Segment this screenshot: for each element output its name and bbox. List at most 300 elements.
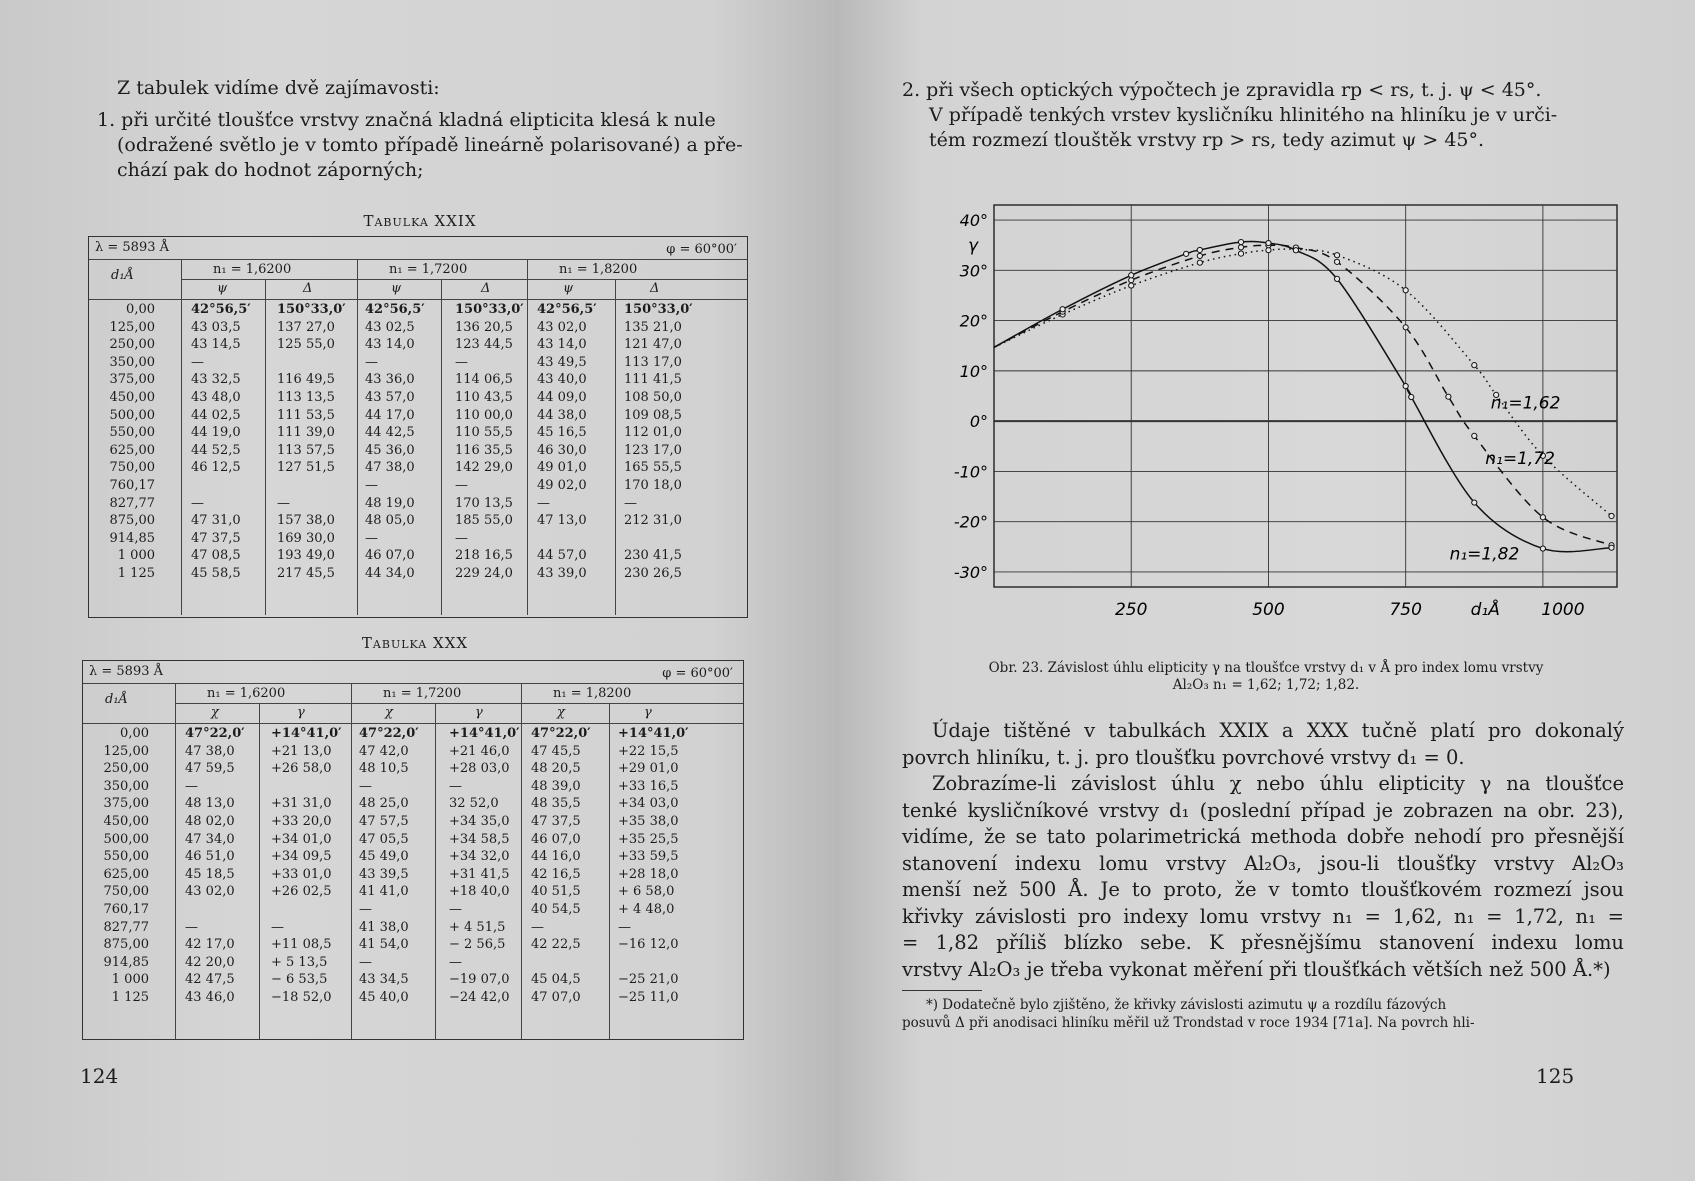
- table30-sub-4: χ: [557, 705, 565, 720]
- table30-cell: +34 32,0: [449, 849, 510, 865]
- table29-cell: 47 31,0: [191, 513, 241, 529]
- table29-cell: 43 14,5: [191, 337, 241, 353]
- table29-vline-sub-2: [615, 279, 616, 615]
- body-line-2: Zobrazíme-li závislost úhlu χ nebo úhlu elipticity γ na tloušťce: [932, 772, 1624, 795]
- series-point-1: [1540, 515, 1545, 520]
- table29-cell: 157 38,0: [277, 513, 335, 529]
- table30-cell: 43 46,0: [185, 990, 235, 1005]
- x-tick-label: 250: [1114, 600, 1148, 620]
- y-tick-label: -10°: [953, 462, 988, 482]
- table29-sub-2: ψ: [391, 281, 402, 296]
- table29-sub-5: Δ: [650, 281, 660, 296]
- table29-cell: 46 12,5: [191, 460, 241, 476]
- table29-vline-sub-0: [265, 279, 266, 615]
- table30-cell: 42 47,5: [185, 972, 235, 988]
- table29-cell: 47 08,5: [191, 548, 241, 564]
- table30-cell: 40 51,5: [531, 884, 581, 900]
- right-page: [836, 0, 1695, 1181]
- table30-group-1: n₁ = 1,7200: [383, 686, 462, 701]
- table30-cell: +31 41,5: [449, 866, 510, 882]
- table30-cell: 41 38,0: [359, 919, 409, 935]
- point1-line1: 1. při určité tloušťce vrstvy značná kladná elipticita klesá k nule: [97, 109, 716, 131]
- table29-cell: 110 55,5: [455, 425, 513, 441]
- table30-cell: 43 34,5: [359, 972, 409, 988]
- y-tick-label: 20°: [959, 311, 988, 331]
- figure-caption-line1: Obr. 23. Závislost úhlu elipticity γ na tloušťce vrstvy d₁ v Å pro index lomu vrstvy: [988, 660, 1544, 676]
- table30-cell: —: [449, 778, 462, 794]
- table30-group-2: n₁ = 1,8200: [553, 686, 632, 701]
- table30-cell: —: [359, 902, 372, 917]
- table30-cell: 48 02,0: [185, 814, 235, 829]
- table30-cell: 46 51,0: [185, 849, 235, 865]
- table30-lambda: λ = 5893 Å: [89, 664, 164, 679]
- table29-cell: 43 57,0: [365, 390, 415, 405]
- table30-cell: +33 59,5: [618, 849, 679, 865]
- table30-rule-sub: [175, 703, 743, 704]
- table30-cell: −25 11,0: [618, 990, 679, 1005]
- table30-sub-0: χ: [211, 705, 219, 720]
- table30-cell: +11 08,5: [271, 937, 332, 953]
- body-line-0: Údaje tištěné v tabulkách XXIX a XXX tučně platí pro dokonalý: [932, 719, 1624, 742]
- table30-cell: 47 59,5: [185, 761, 235, 777]
- table29-cell: 170 18,0: [624, 478, 682, 493]
- table29-cell: 212 31,0: [624, 513, 682, 529]
- series-point-0: [1197, 260, 1202, 265]
- table30-cell: +35 38,0: [618, 814, 679, 829]
- table30-cell: −24 42,0: [449, 990, 510, 1005]
- table29-cell: 43 14,0: [537, 337, 587, 353]
- table30-cell: 45 49,0: [359, 849, 409, 865]
- table29-cell: 43 32,5: [191, 372, 241, 388]
- series-point-2: [1238, 239, 1243, 244]
- table29-cell: 110 43,5: [455, 390, 513, 405]
- footnote-line1: *) Dodatečně bylo zjištěno, že křivky závislosti azimutu ψ a rozdílu fázových: [926, 997, 1447, 1013]
- table29-cell: 110 00,0: [455, 407, 513, 423]
- table30-cell: —: [359, 778, 372, 794]
- table30-cell: + 4 51,5: [449, 919, 506, 935]
- table29-group-0: n₁ = 1,6200: [213, 262, 292, 277]
- table30-sub-2: χ: [385, 705, 393, 720]
- table30-cell: —: [449, 902, 462, 917]
- table29-cell: 43 02,0: [537, 319, 587, 335]
- table30-cell: 42 22,5: [531, 937, 581, 953]
- table30-cell: + 4 48,0: [618, 902, 675, 917]
- table29-cell: 44 09,0: [537, 390, 587, 405]
- table29-cell: 46 30,0: [537, 442, 587, 458]
- table30-cell: 44 16,0: [531, 849, 581, 865]
- table29-cell: —: [365, 478, 378, 493]
- table29-cell: 43 39,0: [537, 566, 587, 581]
- table30-cell: 45 18,5: [185, 866, 235, 882]
- table29-sub-0: ψ: [217, 281, 228, 296]
- table29-cell: 121 47,0: [624, 337, 682, 353]
- table29-cell: —: [624, 495, 637, 511]
- table30-cell: 47 42,0: [359, 743, 409, 759]
- table29-cell: 127 51,5: [277, 460, 335, 476]
- table29-cell: —: [277, 495, 290, 511]
- series-point-2: [1129, 273, 1134, 278]
- table30-rule-body: [83, 723, 743, 724]
- table29-vline-group-1: [357, 259, 358, 615]
- table29-cell: 169 30,0: [277, 530, 335, 546]
- table29-cell: 111 39,0: [277, 425, 335, 441]
- table29-cell: 114 06,5: [455, 372, 513, 388]
- table30-cell: +21 46,0: [449, 743, 510, 759]
- table30-vline-group-2: [521, 683, 522, 1039]
- table29-cell: 47 13,0: [537, 513, 587, 529]
- x-tick-label: 750: [1389, 600, 1422, 620]
- footnote-line2: posuvů Δ při anodisaci hliníku měřil už Trondstad v roce 1934 [71a]. Na povrch hli-: [902, 1015, 1475, 1031]
- x-axis-label: d₁Å: [1470, 600, 1500, 620]
- table29-cell: 42°56,5′: [537, 302, 597, 317]
- table29-cell: 193 49,0: [277, 548, 335, 564]
- table29-cell: 44 17,0: [365, 407, 415, 423]
- table29-cell: 150°33,0′: [277, 302, 346, 317]
- table29-cell: 113 17,0: [624, 354, 682, 370]
- table29-cell: —: [365, 354, 378, 370]
- table30-cell: 47 34,0: [185, 831, 235, 847]
- series-point-1: [1334, 259, 1339, 264]
- table30-vline-sub-2: [609, 703, 610, 1039]
- x-tick-label: 1000: [1541, 600, 1585, 620]
- table30-cell: 47 57,5: [359, 814, 409, 829]
- table30-cell: +22 15,5: [618, 743, 679, 759]
- y-axis-label: γ: [968, 236, 979, 257]
- table29-cell: 123 44,5: [455, 337, 513, 353]
- table30-sub-3: γ: [475, 705, 483, 720]
- table30-cell: +14°41,0′: [271, 726, 342, 741]
- table29-cell: 111 41,5: [624, 372, 682, 388]
- table29-cell: 44 02,5: [191, 407, 241, 423]
- table30-vline-sub-0: [259, 703, 260, 1039]
- table29-cell: 170 13,5: [455, 495, 513, 511]
- table29-cell: 43 36,0: [365, 372, 415, 388]
- table30-cell: +14°41,0′: [449, 726, 520, 741]
- table29-cell: 113 57,5: [277, 442, 335, 458]
- table30-cell: 47 07,0: [531, 990, 581, 1005]
- series-point-2: [1197, 247, 1202, 252]
- table29-cell: 49 02,0: [537, 478, 587, 493]
- table30-cell: +26 58,0: [271, 761, 332, 777]
- body-line-7: křivky závislosti pro indexy lomu vrstvy n₁ = 1,62, n₁ = 1,72, n₁ =: [902, 904, 1624, 928]
- table30-rule-top: [83, 683, 743, 684]
- body-line-6: menší než 500 Å. Je to proto, že v tomto tloušťkovém rozmezí jsou: [902, 878, 1624, 901]
- table29-cell: 43 03,5: [191, 319, 241, 335]
- table29-cell: 137 27,0: [277, 319, 335, 335]
- table29-cell: 44 34,0: [365, 566, 415, 581]
- table30-cell: 32 52,0: [449, 796, 499, 812]
- table30-cell: −16 12,0: [618, 937, 679, 953]
- table30-cell: —: [271, 919, 284, 935]
- table30-cell: +28 03,0: [449, 761, 510, 777]
- table29-cell: 123 17,0: [624, 442, 682, 458]
- table29-lambda: λ = 5893 Å: [95, 240, 170, 255]
- table30-cell: +34 09,5: [271, 849, 332, 865]
- left-page: [0, 0, 836, 1181]
- table30-cell: 47 45,5: [531, 743, 581, 759]
- table30-cell: +29 01,0: [618, 761, 679, 777]
- table30-cell: 45 40,0: [359, 990, 409, 1005]
- series-point-2: [1403, 383, 1408, 388]
- table-30: [82, 660, 744, 1040]
- body-line-3: tenké kysličníkové vrstvy d₁ (poslední případ je zobrazen na obr. 23),: [902, 798, 1624, 822]
- table29-vline-group-0: [181, 259, 182, 615]
- table29-cell: —: [455, 530, 468, 546]
- table30-cell: +34 03,0: [618, 796, 679, 812]
- series-point-0: [1609, 513, 1614, 518]
- table29-cell: —: [455, 354, 468, 370]
- table29-cell: 44 52,5: [191, 442, 241, 458]
- point1-line3: chází pak do hodnot záporných;: [117, 159, 424, 181]
- table29-group-2: n₁ = 1,8200: [559, 262, 638, 277]
- body-line-4: vidíme, že se tato polarimetrická methoda dobře nehodí pro přesnější: [902, 825, 1624, 848]
- table29-cell: 113 13,5: [277, 390, 335, 405]
- table29-vline-group-2: [527, 259, 528, 615]
- point2-line2: V případě tenkých vrstev kysličníku hlinitého na hliníku je v urči-: [929, 104, 1558, 126]
- series-point-0: [1238, 251, 1243, 256]
- body-line-5: stanovení indexu lomu vrstvy Al₂O₃, jsou-li tloušťky vrstvy Al₂O₃: [902, 851, 1624, 875]
- table30-cell: +34 58,5: [449, 831, 510, 847]
- y-tick-label: 10°: [959, 361, 988, 381]
- table29-cell: 150°33,0′: [455, 302, 524, 317]
- table30-cell: 40 54,5: [531, 902, 581, 917]
- series-label-0: n₁=1,62: [1490, 393, 1561, 414]
- table30-cell: 48 10,5: [359, 761, 409, 777]
- point2-line3: tém rozmezí tlouštěk vrstvy rp > rs, tedy azimut ψ > 45°.: [929, 129, 1485, 151]
- series-point-1: [1403, 325, 1408, 330]
- table29-cell: 125 55,0: [277, 337, 335, 353]
- table29-cell: 109 08,5: [624, 407, 682, 423]
- table29-cell: 47 38,0: [365, 460, 415, 476]
- table30-cell: +33 16,5: [618, 778, 679, 794]
- table29-cell: 48 05,0: [365, 513, 415, 529]
- table30-cell: 43 02,0: [185, 884, 235, 900]
- series-line-0: [994, 249, 1612, 516]
- page-number-right: 125: [1536, 1064, 1575, 1088]
- table29-cell: 165 55,5: [624, 460, 682, 476]
- table30-cell: —: [618, 919, 631, 935]
- table29-cell: 49 01,0: [537, 460, 587, 476]
- series-point-0: [1334, 253, 1339, 258]
- table29-cell: 150°33,0′: [624, 302, 693, 317]
- table30-cell: −19 07,0: [449, 972, 510, 988]
- table29-cell: 185 55,0: [455, 513, 513, 529]
- table30-cell: 47 38,0: [185, 743, 235, 759]
- series-point-1: [1197, 253, 1202, 258]
- table29-cell: 112 01,0: [624, 425, 682, 441]
- table29-cell: 44 42,5: [365, 425, 415, 441]
- table29-caption: Tabulka XXIX: [363, 212, 477, 230]
- table29-d-column: 0,00 125,00 250,00 350,00 375,00 450,00 500,00 550,00 625,00 750,00 760,17 827,77 875,00 914,85 1 000 1 125: [109, 302, 155, 581]
- series-point-2: [1184, 251, 1189, 256]
- table29-cell: 142 29,0: [455, 460, 513, 476]
- series-point-0: [1129, 283, 1134, 288]
- table29-rule-top: [89, 259, 747, 260]
- y-tick-label: -30°: [953, 562, 988, 582]
- table29-cell: 230 41,5: [624, 548, 682, 564]
- table29-cell: 43 48,0: [191, 390, 241, 405]
- table29-cell: 46 07,0: [365, 548, 415, 564]
- table30-cell: 48 13,0: [185, 796, 235, 812]
- table30-cell: 46 07,0: [531, 831, 581, 847]
- figure-caption-line2: Al₂O₃ n₁ = 1,62; 1,72; 1,82.: [1172, 677, 1360, 693]
- table29-group-1: n₁ = 1,7200: [389, 262, 468, 277]
- table29-cell: 42°56,5′: [191, 302, 251, 317]
- table30-cell: —: [359, 954, 372, 970]
- table29-cell: 116 49,5: [277, 372, 335, 388]
- table30-cell: 41 41,0: [359, 884, 409, 900]
- table30-cell: +14°41,0′: [618, 726, 689, 741]
- table-29: [88, 236, 748, 618]
- series-point-0: [1403, 288, 1408, 293]
- table30-sub-5: γ: [644, 705, 652, 720]
- table30-cell: 42 20,0: [185, 954, 235, 970]
- table30-caption: Tabulka XXX: [361, 634, 469, 652]
- table30-cell: 48 20,5: [531, 761, 581, 777]
- series-point-2: [1472, 500, 1477, 505]
- table30-cell: —: [531, 919, 544, 935]
- table29-cell: 45 16,5: [537, 425, 587, 441]
- table30-vline-group-0: [175, 683, 176, 1039]
- table30-cell: +34 35,0: [449, 814, 510, 829]
- table29-cell: 218 16,5: [455, 548, 513, 564]
- x-tick-label: 500: [1252, 600, 1285, 620]
- table30-cell: —: [185, 919, 198, 935]
- table29-cell: —: [365, 530, 378, 546]
- table29-sub-3: Δ: [481, 281, 491, 296]
- table30-cell: +18 40,0: [449, 884, 510, 900]
- table30-cell: +33 20,0: [271, 814, 332, 829]
- page-number-left: 124: [80, 1064, 119, 1088]
- y-tick-label: 0°: [969, 412, 988, 432]
- table29-cell: 43 40,0: [537, 372, 587, 388]
- table30-d-header: d₁Å: [105, 692, 128, 707]
- table29-cell: 47 37,5: [191, 530, 241, 546]
- table29-cell: —: [191, 354, 204, 370]
- table30-cell: + 6 58,0: [618, 884, 675, 900]
- table30-cell: 48 39,0: [531, 778, 581, 794]
- y-tick-label: 30°: [959, 261, 988, 281]
- body-line-8: = 1,82 příliš blízko sebe. K přesnějšímu stanovení indexu lomu: [902, 931, 1624, 954]
- table30-cell: +31 31,0: [271, 796, 332, 812]
- table29-cell: 230 26,5: [624, 566, 682, 581]
- table30-cell: 42 16,5: [531, 866, 581, 882]
- y-tick-label: 40°: [959, 211, 988, 231]
- table29-cell: 217 45,5: [277, 566, 335, 581]
- table29-cell: 136 20,5: [455, 319, 513, 335]
- table30-cell: 45 04,5: [531, 972, 581, 988]
- table30-cell: —: [185, 778, 198, 794]
- series-point-2: [1293, 248, 1298, 253]
- table29-cell: 42°56,5′: [365, 302, 425, 317]
- table30-cell: − 2 56,5: [449, 937, 506, 953]
- table30-sub-1: γ: [297, 705, 305, 720]
- table29-cell: 229 24,0: [455, 566, 513, 581]
- table30-cell: +33 01,0: [271, 866, 332, 882]
- table29-rule-body: [89, 299, 747, 300]
- series-point-2: [1409, 394, 1414, 399]
- table29-cell: 43 49,5: [537, 354, 587, 370]
- table30-cell: − 6 53,5: [271, 972, 328, 988]
- table30-cell: +26 02,5: [271, 884, 332, 900]
- table29-cell: 43 02,5: [365, 319, 415, 335]
- point1-line2: (odražené světlo je v tomto případě lineárně polarisované) a pře-: [117, 134, 743, 156]
- series-point-1: [1472, 433, 1477, 438]
- table29-cell: 44 57,0: [537, 548, 587, 564]
- table30-phi: φ = 60°00′: [662, 666, 733, 681]
- table29-cell: —: [191, 495, 204, 511]
- body-line-1: povrch hliníku, t. j. pro tloušťku povrchové vrstvy d₁ = 0.: [902, 745, 1465, 769]
- table29-d-header: d₁Å: [111, 268, 134, 283]
- table30-vline-sub-1: [435, 703, 436, 1039]
- table30-cell: +28 18,0: [618, 866, 679, 882]
- table29-cell: 48 19,0: [365, 495, 415, 511]
- point2-line1: 2. při všech optických výpočtech je zpravidla rp < rs, t. j. ψ < 45°.: [902, 79, 1542, 101]
- table30-cell: 42 17,0: [185, 937, 235, 953]
- table30-cell: +21 13,0: [271, 743, 332, 759]
- table30-cell: 41 54,0: [359, 937, 409, 953]
- table29-cell: 111 53,5: [277, 407, 335, 423]
- series-point-2: [1266, 240, 1271, 245]
- table29-cell: 45 58,5: [191, 566, 241, 581]
- table30-cell: 48 35,5: [531, 796, 581, 812]
- series-label-2: n₁=1,82: [1449, 544, 1520, 565]
- table30-cell: —: [449, 954, 462, 970]
- table29-cell: 45 36,0: [365, 442, 415, 458]
- table29-sub-4: ψ: [563, 281, 574, 296]
- body-line-9: vrstvy Al₂O₃ je třeba vykonat měření při tloušťkách větších než 500 Å.*): [902, 957, 1611, 981]
- table29-cell: 116 35,5: [455, 442, 513, 458]
- y-tick-label: -20°: [953, 512, 988, 532]
- footnote-rule: [902, 990, 982, 991]
- table29-cell: 44 38,0: [537, 407, 587, 423]
- table29-cell: —: [455, 478, 468, 493]
- table30-vline-group-1: [351, 683, 352, 1039]
- series-point-2: [1060, 307, 1065, 312]
- table30-cell: −25 21,0: [618, 972, 679, 988]
- table30-cell: −18 52,0: [271, 990, 332, 1005]
- series-label-1: n₁=1,72: [1485, 448, 1555, 469]
- table30-cell: +35 25,5: [618, 831, 679, 847]
- series-point-0: [1472, 363, 1477, 368]
- table29-vline-sub-1: [441, 279, 442, 615]
- table30-cell: 47°22,0′: [531, 726, 591, 741]
- table29-sub-1: Δ: [303, 281, 313, 296]
- table30-d-column: 0,00 125,00 250,00 350,00 375,00 450,00 500,00 550,00 625,00 750,00 760,17 827,77 875,00 914,85 1 000 1 125: [103, 726, 149, 1005]
- series-point-2: [1334, 276, 1339, 281]
- series-point-1: [1238, 245, 1243, 250]
- table30-cell: +34 01,0: [271, 831, 332, 847]
- table30-cell: 47 05,5: [359, 831, 409, 847]
- table29-phi: φ = 60°00′: [666, 242, 737, 257]
- table30-group-0: n₁ = 1,6200: [207, 686, 286, 701]
- intro-text: Z tabulek vidíme dvě zajímavosti:: [117, 77, 440, 99]
- series-point-2: [1609, 545, 1614, 550]
- series-point-1: [1446, 394, 1451, 399]
- table30-cell: 48 25,0: [359, 796, 409, 812]
- series-point-2: [1540, 546, 1545, 551]
- table29-cell: 44 19,0: [191, 425, 241, 441]
- table29-cell: —: [537, 495, 550, 511]
- table30-cell: 43 39,5: [359, 866, 409, 882]
- table30-cell: + 5 13,5: [271, 954, 328, 970]
- table29-cell: 43 14,0: [365, 337, 415, 353]
- figure-23-chart: [896, 195, 1636, 655]
- table29-cell: 108 50,0: [624, 390, 682, 405]
- table30-cell: 47°22,0′: [185, 726, 245, 741]
- table29-cell: 135 21,0: [624, 319, 682, 335]
- table30-cell: 47 37,5: [531, 814, 581, 829]
